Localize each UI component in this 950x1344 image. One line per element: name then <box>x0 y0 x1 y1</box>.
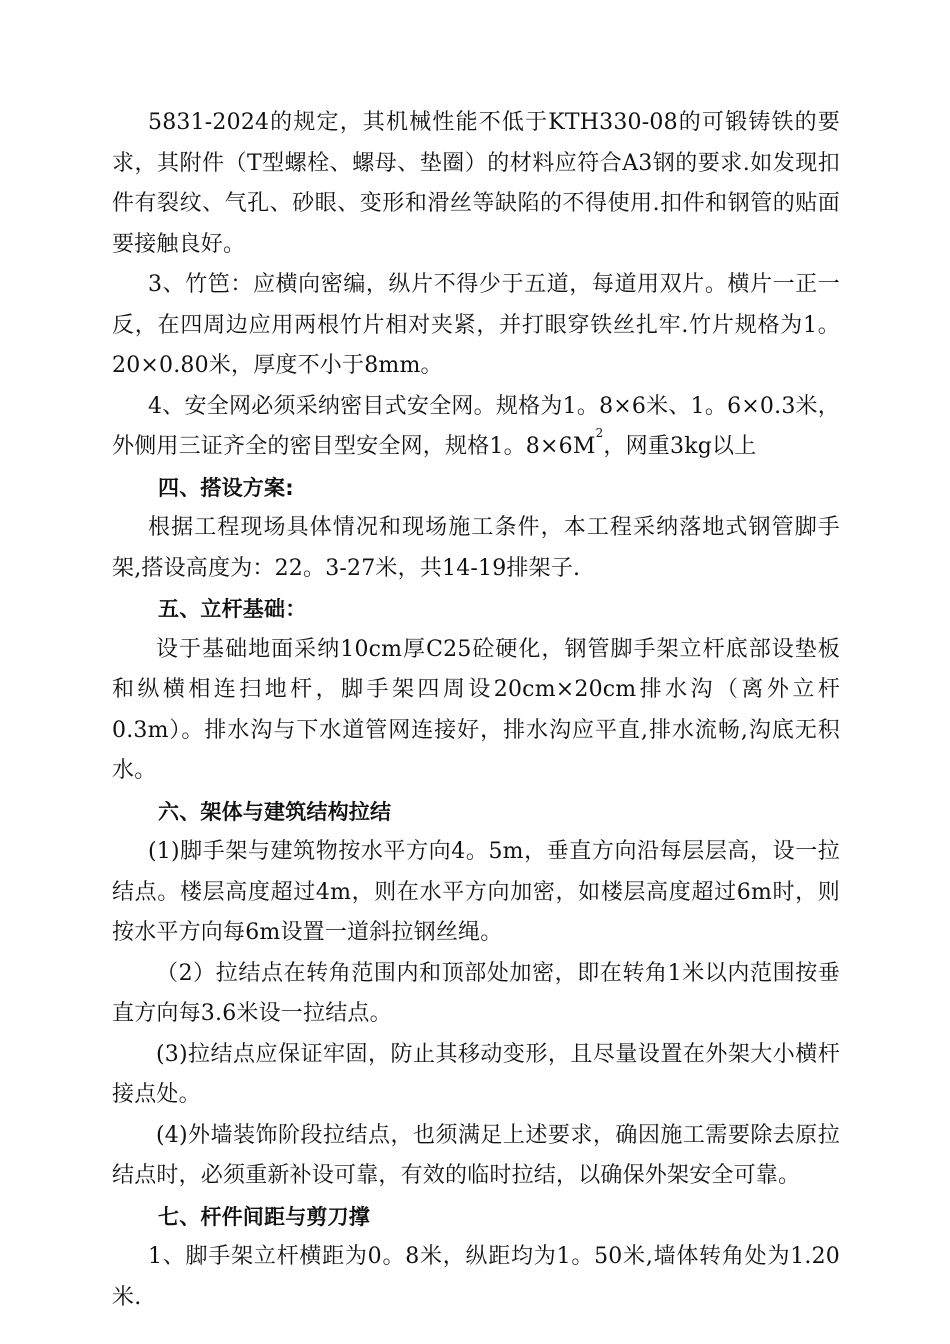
paragraph-tie-3: (3)拉结点应保证牢固，防止其移动变形，且尽量设置在外架大小横杆接点处。 <box>112 1041 840 1107</box>
heading-tie-connection: 六、架体与建筑结构拉结 <box>158 799 392 824</box>
paragraph-pole-foundation: 设于基础地面采纳10cm厚C25砼硬化，钢管脚手架立杆底部设垫板和纵横相连扫地杆，脚手架四周设20cm×20cm排水沟（离外立杆0.3m）。排水沟与下水道管网连接好，排水沟应平直,排水流畅,沟底无积水。 <box>112 636 840 783</box>
superscript-2: 2 <box>595 426 604 440</box>
safety-net-text-tail: ，网重3kg以上 <box>603 434 757 459</box>
paragraph-tie-1: (1)脚手架与建筑物按水平方向4。5m，垂直方向沿每层层高，设一拉结点。楼层高度超过4m，则在水平方向加密，如楼层高度超过6m时，则按水平方向每6m设置一道斜拉钢丝绳。 <box>112 839 840 945</box>
paragraph-fastener-material: 5831-2024的规定，其机械性能不低于KTH330-08的可锻铸铁的要求，其附件（T型螺栓、螺母、垫圈）的材料应符合A3钢的要求.如发现扣件有裂纹、气孔、砂眼、变形和滑丝等缺陷的不得使用.扣件和钢管的贴面要接触良好。 <box>112 110 840 257</box>
heading-pole-foundation: 五、立杆基础： <box>158 597 307 621</box>
paragraph-tie-2: （2）拉结点在转角范围内和顶部处加密，即在转角1米以内范围按垂直方向每3.6米设一拉结点。 <box>112 960 840 1026</box>
paragraph-bamboo-mat: 3、竹笆：应横向密编，纵片不得少于五道，每道用双片。横片一正一反，在四周边应用两根竹片相对夹紧，并打眼穿铁丝扎牢.竹片规格为1。20×0.80米，厚度不小于8mm。 <box>112 272 840 378</box>
paragraph-erection-plan: 根据工程现场具体情况和现场施工条件，本工程采纳落地式钢管脚手架,搭设高度为：22。3-27米，共14-19排架子. <box>112 515 840 581</box>
heading-spacing-bracing: 七、杆件间距与剪刀撑 <box>158 1204 370 1229</box>
heading-erection-plan: 四、搭设方案: <box>158 475 294 500</box>
document-body <box>112 103 840 1318</box>
paragraph-safety-net <box>112 387 840 468</box>
paragraph-tie-4: (4)外墙装饰阶段拉结点，也须满足上述要求，确因施工需要除去原拉结点时，必须重新补设可靠，有效的临时拉结，以确保外架安全可靠。 <box>112 1122 840 1188</box>
safety-net-text: 4、安全网必须采纳密目式安全网。规格为1。8×6米、1。6×0.3米，外侧用三证齐全的密目型安全网，规格1。8×6M <box>112 393 840 459</box>
paragraph-pole-spacing: 1、脚手架立杆横距为0。8米，纵距均为1。50米,墙体转角处为1.20米. <box>112 1244 840 1310</box>
